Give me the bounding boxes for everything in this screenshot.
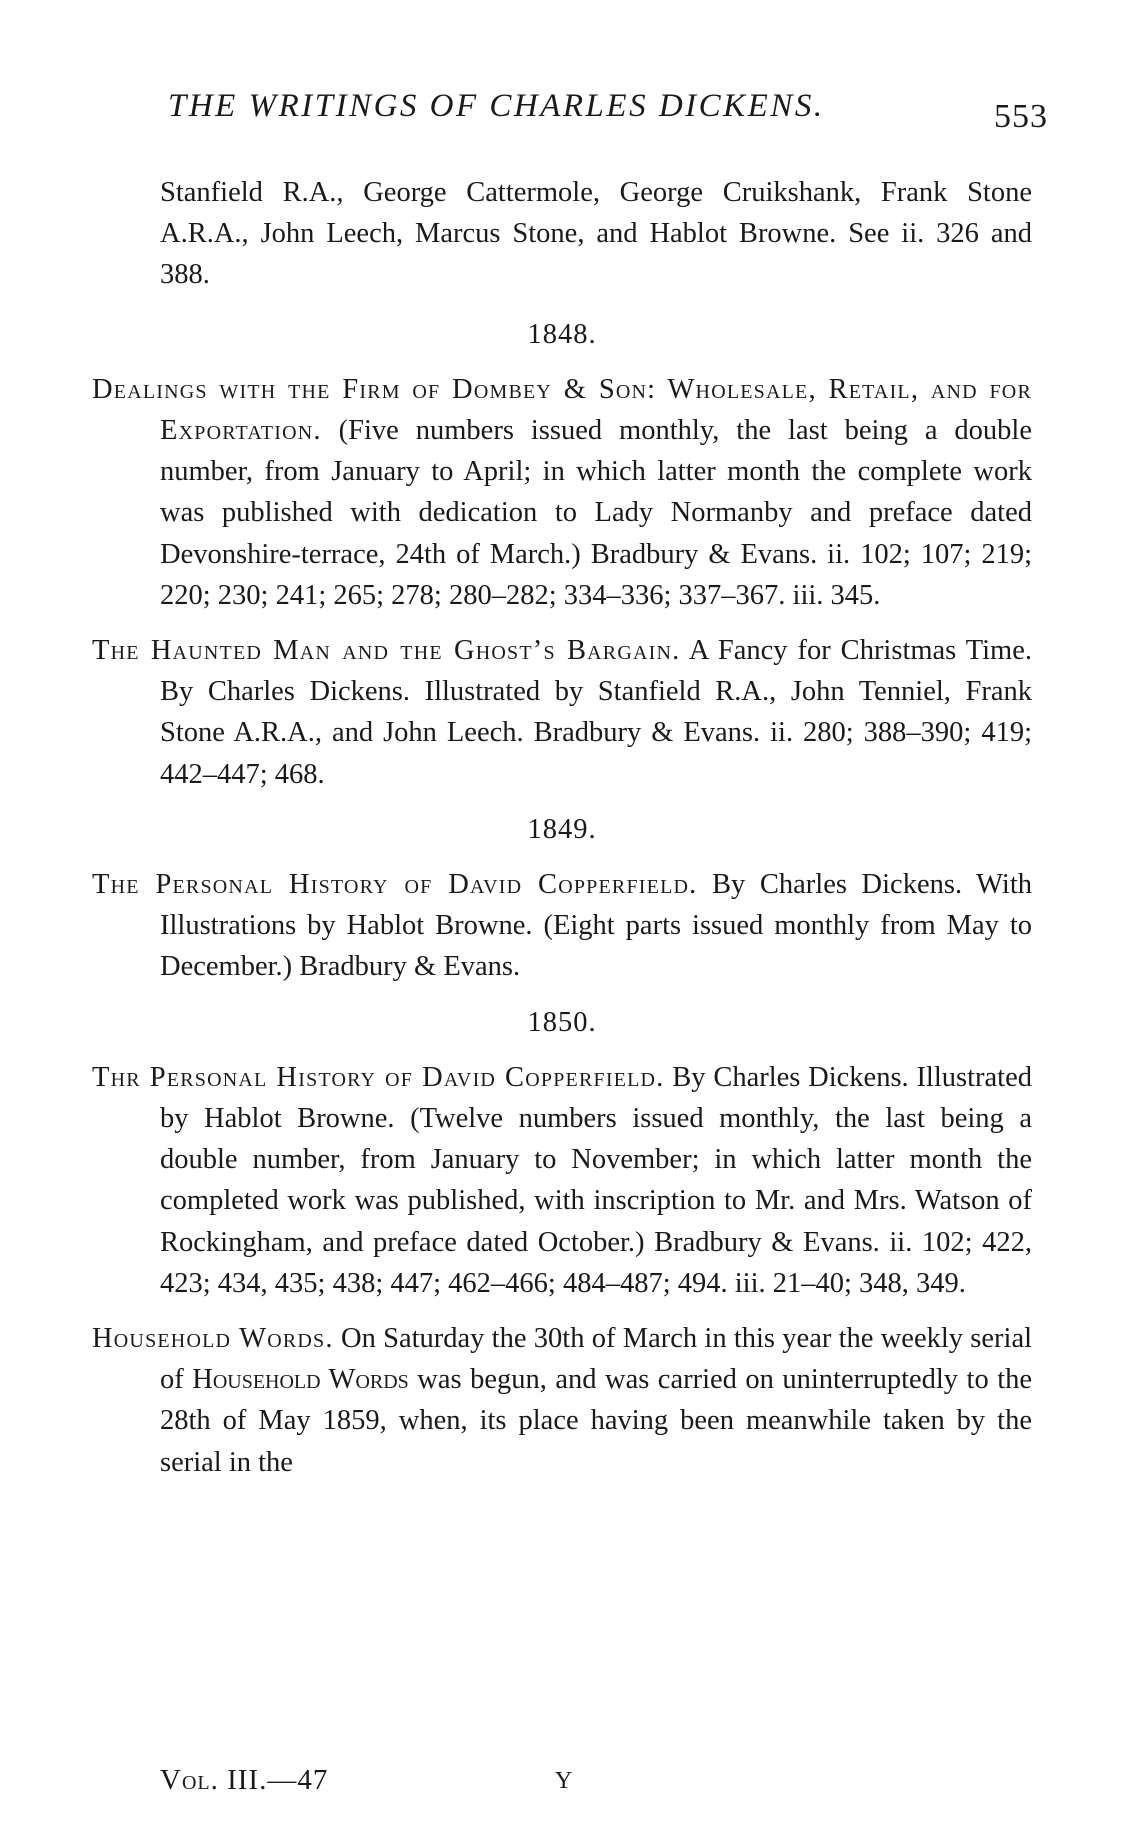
page-footer <box>160 1764 860 1808</box>
entry-text: By Charles Dickens. Illustrated by Hablot Browne. (Twelve numbers issued monthly, the last being a double number, from January to November; in which latter month the completed work was published, with inscription to Mr. and Mrs. Watson of Rockingham, and preface dated October.) Bradbury & Evans. ii. 102; 422, 423; 434, 435; 438; 447; 462–466; 484–487; 494. iii. 21–40; 348, 349. <box>160 1061 1032 1299</box>
signature-mark: Y <box>555 1768 573 1794</box>
entry-david-copperfield-1849 <box>92 864 1032 988</box>
entry-text-before: On Saturday the 30th of March in this year the weekly serial of <box>160 1323 1033 1396</box>
entry-title: The Haunted Man and the Ghost’s Bargain. <box>92 635 681 667</box>
entry-david-copperfield-1850 <box>92 1057 1032 1304</box>
entry-text: A Fancy for Christmas Time. By Charles Dickens. Illustrated by Stanfield R.A., John Tenniel, Frank Stone A.R.A., and John Leech. Bradbury & Evans. ii. 280; 388–390; 419; 442–447; 468. <box>160 635 1032 790</box>
entry-haunted-man <box>92 630 1032 795</box>
entry-text: By Charles Dickens. With Illustrations by Hablot Browne. (Eight parts issued monthly from May to December.) Bradbury & Evans. <box>160 869 1032 983</box>
entry-title: Dealings with the Firm of Dombey & Son: Wholesale, Retail, and for Exportation. <box>92 373 1032 447</box>
inline-serial-name: Household Words <box>192 1364 409 1396</box>
entry-text: (Five numbers issued monthly, the last being a double number, from January to April; in which latter month the complete work was published with dedication to Lady Normanby and preface dated Devonshire-terrace, 24th of March.) Bradbury & Evans. ii. 102; 107; 219; 220; 230; 241; 265; 278; 280–282; 334–336; 337–367. iii. 345. <box>160 415 1032 611</box>
entry-household-words <box>92 1318 1032 1483</box>
running-head <box>168 88 1048 138</box>
page-number: 553 <box>994 98 1048 135</box>
entry-dombey-and-son <box>92 369 1032 616</box>
year-heading-1848: 1848. <box>527 318 597 350</box>
page-body <box>92 172 1032 1497</box>
year-heading-1849: 1849. <box>527 813 597 845</box>
entry-title: Household Words. <box>92 1323 334 1355</box>
entry-title: The Personal History of David Copperfield. <box>92 869 698 901</box>
volume-signature: Vol. III.—47 <box>160 1764 329 1796</box>
year-heading-1850: 1850. <box>527 1006 597 1038</box>
running-title: THE WRITINGS OF CHARLES DICKENS. <box>168 88 825 124</box>
entry-text-after: was begun, and was carried on uninterruptedly to the 28th of May 1859, when, its place having been meanwhile taken by the serial in the <box>160 1364 1033 1478</box>
continuation-paragraph: Stanfield R.A., George Cattermole, George Cruikshank, Frank Stone A.R.A., John Leech, Marcus Stone, and Hablot Browne. See ii. 326 and 388. <box>160 177 1032 291</box>
entry-title: Thr Personal History of David Copperfield. <box>92 1061 665 1093</box>
